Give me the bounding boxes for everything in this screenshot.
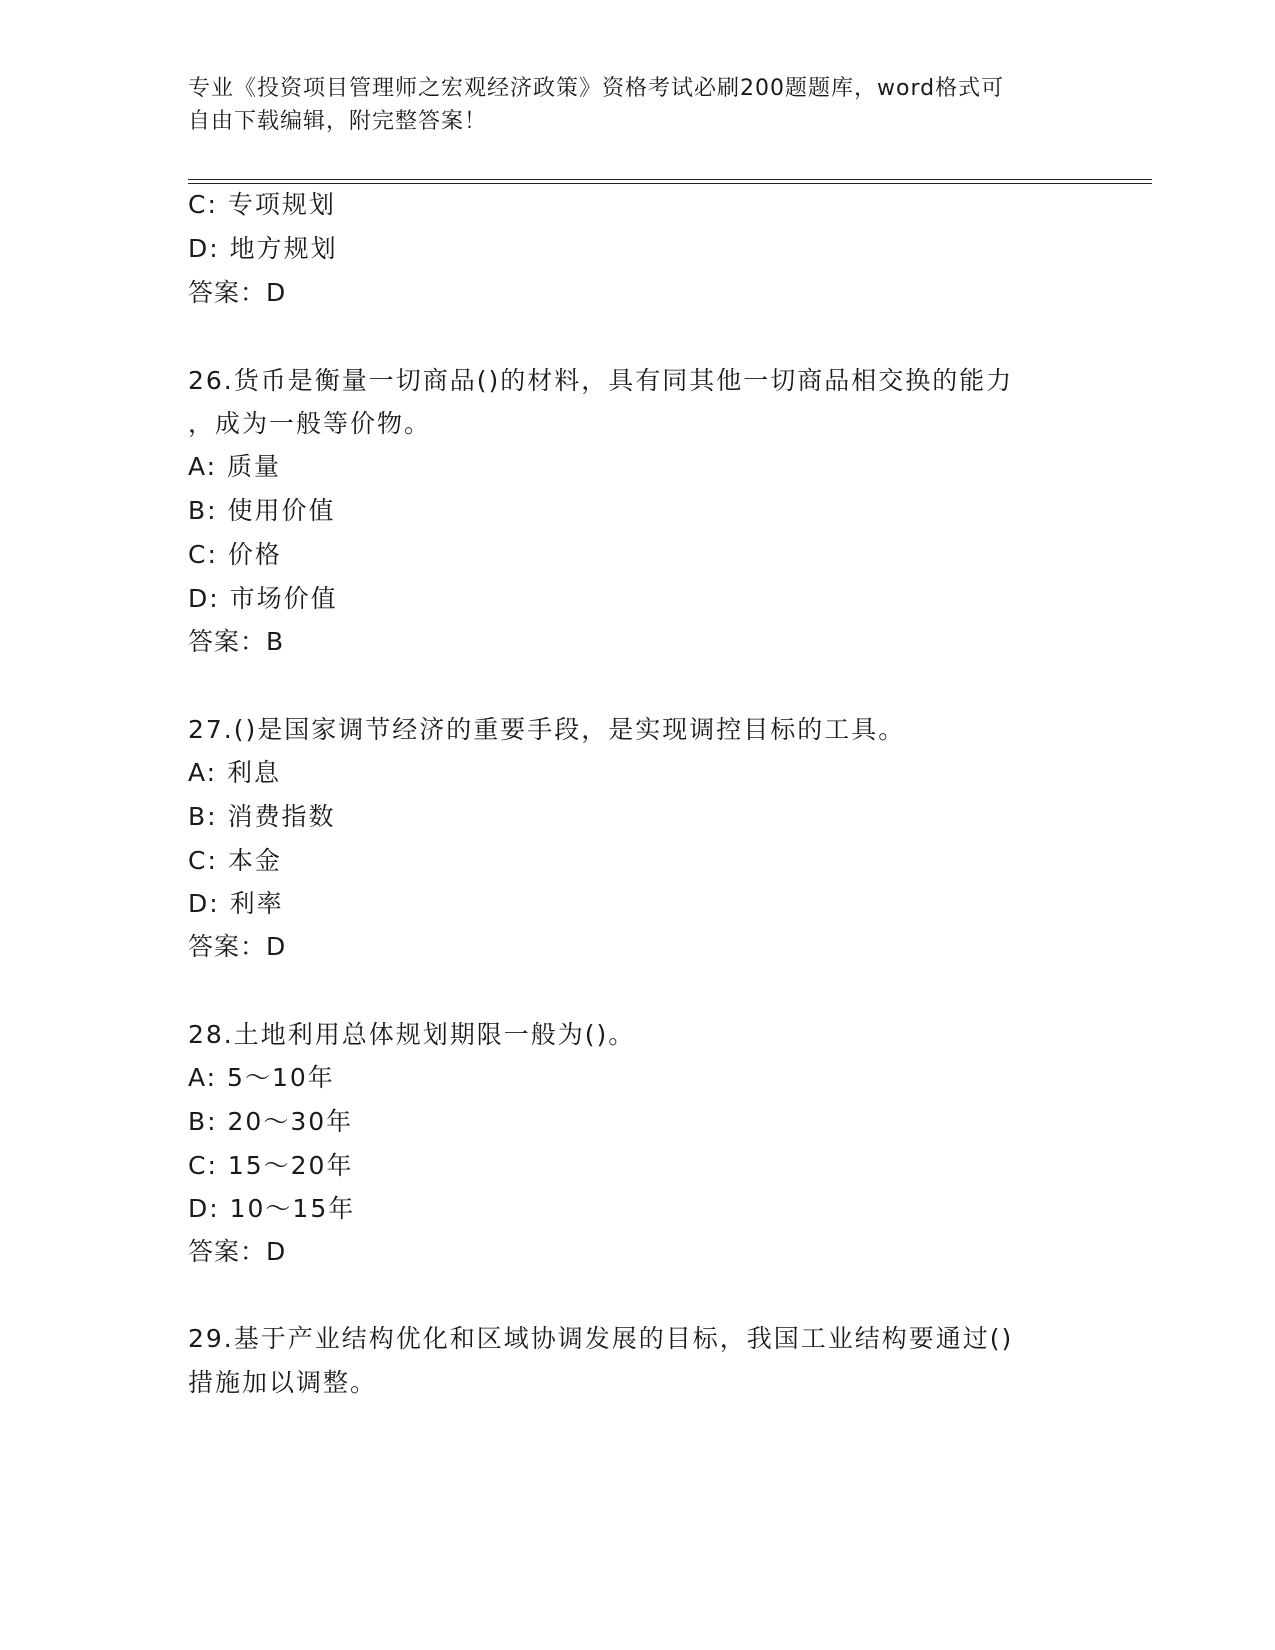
question-stem: 26.货币是衡量一切商品()的材料，具有同其他一切商品相交换的能力 — [188, 366, 1014, 395]
question-stem: 28.土地利用总体规划期限一般为()。 — [188, 1020, 636, 1049]
option-d: D: 市场价值 — [188, 584, 338, 613]
option-a: A: 利息 — [188, 758, 282, 787]
option-c: C: 专项规划 — [188, 190, 336, 219]
question-stem-continued: 措施加以调整。 — [188, 1368, 378, 1397]
option-a: A: 质量 — [188, 452, 282, 481]
header-line-1: 专业《投资项目管理师之宏观经济政策》资格考试必刷200题题库，word格式可 — [188, 76, 1005, 101]
answer-line: 答案：B — [188, 627, 285, 656]
option-c: C: 价格 — [188, 540, 282, 569]
option-d: D: 10～15年 — [188, 1194, 356, 1223]
header-rule-top — [188, 179, 1152, 180]
option-c: C: 本金 — [188, 846, 282, 875]
option-d: D: 地方规划 — [188, 234, 338, 263]
question-stem-continued: ，成为一般等价物。 — [188, 409, 432, 438]
header-line-2: 自由下载编辑，附完整答案！ — [188, 109, 488, 134]
question-stem: 29.基于产业结构优化和区域协调发展的目标，我国工业结构要通过() — [188, 1324, 1014, 1353]
document-header — [188, 72, 1068, 138]
option-c: C: 15～20年 — [188, 1151, 354, 1180]
option-d: D: 利率 — [188, 889, 284, 918]
header-rule-bottom — [188, 183, 1152, 184]
answer-line: 答案：D — [188, 278, 287, 307]
option-b: B: 20～30年 — [188, 1107, 354, 1136]
answer-line: 答案：D — [188, 932, 287, 961]
option-b: B: 消费指数 — [188, 802, 336, 831]
option-a: A: 5～10年 — [188, 1063, 335, 1092]
question-stem: 27.()是国家调节经济的重要手段，是实现调控目标的工具。 — [188, 715, 906, 744]
option-b: B: 使用价值 — [188, 496, 336, 525]
answer-line: 答案：D — [188, 1237, 287, 1266]
